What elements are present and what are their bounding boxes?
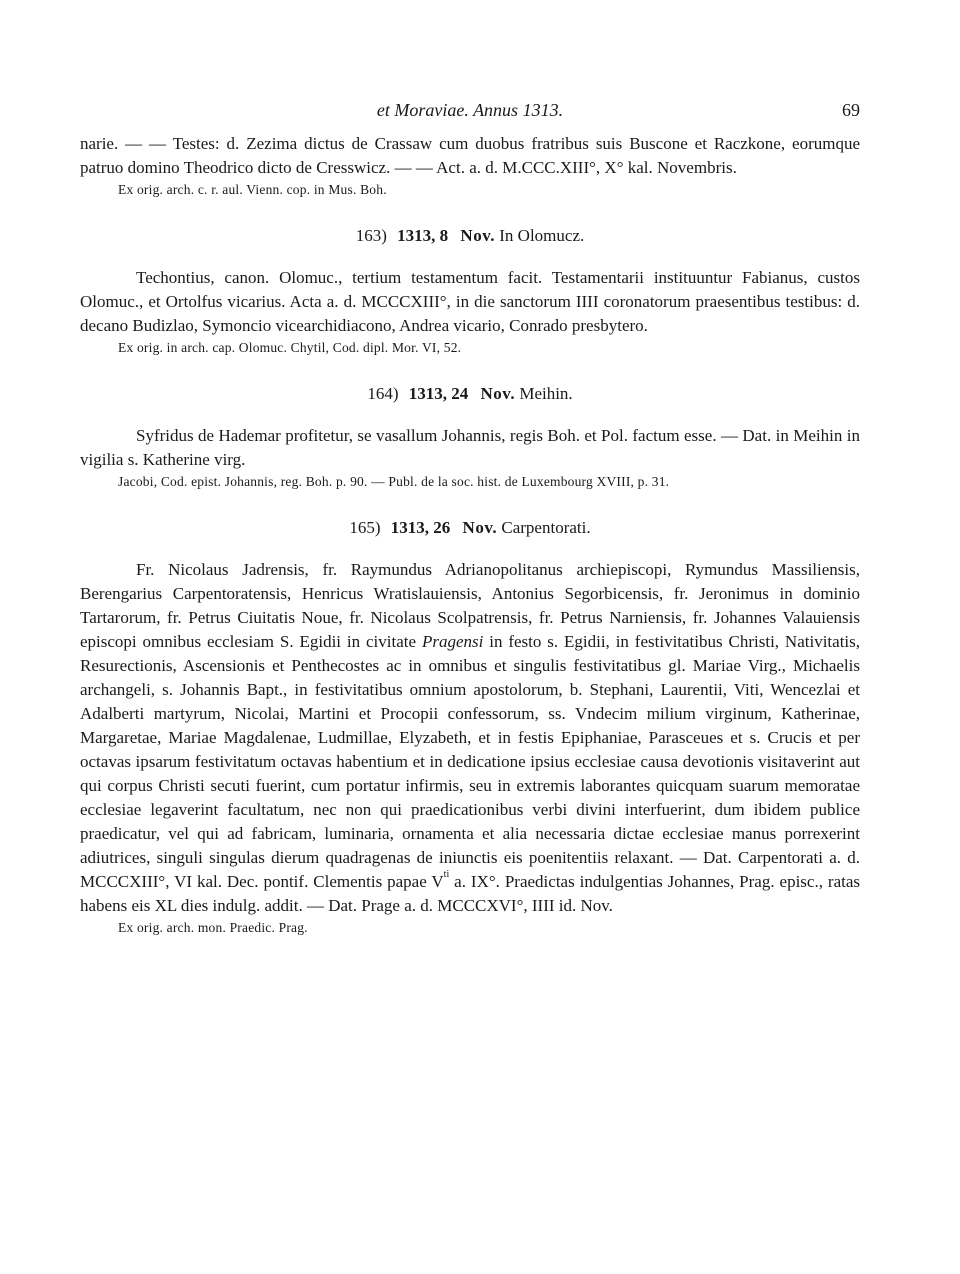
entry-163-source: Ex orig. in arch. cap. Olomuc. Chytil, Cod. dipl. Mor. VI, 52. xyxy=(118,340,462,355)
entry-164-date: 1313, 24 xyxy=(408,384,469,403)
entry-165-text-end: a. IX°. xyxy=(454,872,500,891)
entry-164-text: Syfridus de Hademar profitetur, se vasallum Johannis, regis Boh. et Pol. factum esse. — Dat. in Meihin in vigilia s. Katherine virg. xyxy=(80,426,860,469)
document-page xyxy=(80,100,860,938)
entry-165-italic-word: Pragensi xyxy=(421,632,484,651)
page-number: 69 xyxy=(842,100,860,120)
running-header xyxy=(80,100,860,132)
entry-163-number: 163) xyxy=(355,226,387,245)
entry-165-addendum: Praedictas indulgentias Johannes, Prag. episc., ratas habens eis XL dies indulg. addit. — Dat. Prage a. d. MCCCXVI°, IIII id. Nov. xyxy=(80,872,860,915)
entry-164-number: 164) xyxy=(367,384,399,403)
entry-165-number: 165) xyxy=(349,518,381,537)
entry-163-text: Techontius, canon. Olomuc., tertium testamentum facit. Testamentarii instituuntur Fabianus, custos Olomuc., et Ortolfus vicarius. Acta a. d. MCCCXIII°, in die sanctorum IIII coronatorum praesentibus testibus: d. decano Budizlao, Symoncio vicearchidiacono, Andrea vicario, Conrado presbytero. xyxy=(80,268,860,335)
entry-162-source: Ex orig. arch. c. r. aul. Vienn. cop. in Mus. Boh. xyxy=(118,182,387,197)
entry-163-date: 1313, 8 xyxy=(397,226,449,245)
entry-165-month: Nov. xyxy=(462,518,498,537)
entry-163-place: In Olomucz. xyxy=(499,226,585,245)
entry-164-month: Nov. xyxy=(480,384,516,403)
entry-164-heading xyxy=(80,382,860,406)
entry-164-source: Jacobi, Cod. epist. Johannis, reg. Boh. p. 90. — Publ. de la soc. hist. de Luxembourg XVIII, p. 31. xyxy=(118,474,670,489)
entry-165-place: Carpentorati. xyxy=(501,518,591,537)
entry-164-place: Meihin. xyxy=(519,384,573,403)
running-title: et Moraviae. Annus 1313. xyxy=(376,100,564,120)
entry-165-text xyxy=(80,558,860,918)
entry-162-text: narie. — — Testes: d. Zezima dictus de Crassaw cum duobus fratribus suis Buscone et Raczkone, eorumque patruo domino Theodrico dicto de Cresswicz. — — Act. a. d. M.CCC.XIII°, X° kal. Novembris. xyxy=(80,134,860,177)
entry-165-text-part1: Fr. Nicolaus Jadrensis, fr. Raymundus Adrianopolitanus archiepiscopi, Rymundus Massiliensis, Berengarius Carpentoratensis, Henricus Wratislauiensis, Antonius Segorbicensis, fr. Jeronimus in dominio Tartarorum, fr. Petrus Ciuitatis Noue, fr. Nicolaus Scolpatrensis, fr. Petrus Narniensis, fr. Johannes Valauiensis episcopi omnibus ecclesiam S. Egidii in civitate xyxy=(80,560,860,651)
entry-165-source: Ex orig. arch. mon. Praedic. Prag. xyxy=(118,920,308,935)
entry-165-superscript: ti xyxy=(443,869,450,880)
entry-163-heading xyxy=(80,224,860,248)
entry-163-month: Nov. xyxy=(460,226,496,245)
entry-165-text-part2: in festo s. Egidii, in festivitatibus Christi, Nativitatis, Resurectionis, Ascensionis et Penthecostes ac in omnibus et singulis festivitatibus gl. Mariae Virg., Michaelis archangeli, s. Johannis Bapt., in festivitatibus omnium apostolorum, b. Stephani, Laurentii, Viti, Wencezlai et Adalberti martyrum, Nicolai, Martini et Procopii confessorum, ss. Vndecim milium virginum, Katherinae, Margaretae, Mariae Magdalenae, Ludmillae, Elyzabeth, et in festis Epiphaniae, Parasceues et s. Crucis et per octavas ipsarum festivitatum octavas habentium et in dedicatione ipsius ecclesiae causa devotionis visitaverint aut qui corpus Christi secuti fuerint, cum portatur infirmis, seu in extremis laborantes quicquam suarum memoratae ecclesiae legaverint facultatum, nec non qui praedicationibus verbi divini interfuerint, dum ibidem publice praedicatur, vel qui ad fabricam, luminaria, ornamenta et alia necessaria dictae ecclesiae manus porrexerint adiutrices, singuli singulas dierum quadragenas de iniunctis eis poenitentiis relaxant. — Dat. Carpentorati a. d. MCCCXIII°, VI kal. Dec. pontif. Clementis papae V xyxy=(80,632,861,891)
entry-165-heading xyxy=(80,516,860,540)
entry-165-date: 1313, 26 xyxy=(390,518,451,537)
